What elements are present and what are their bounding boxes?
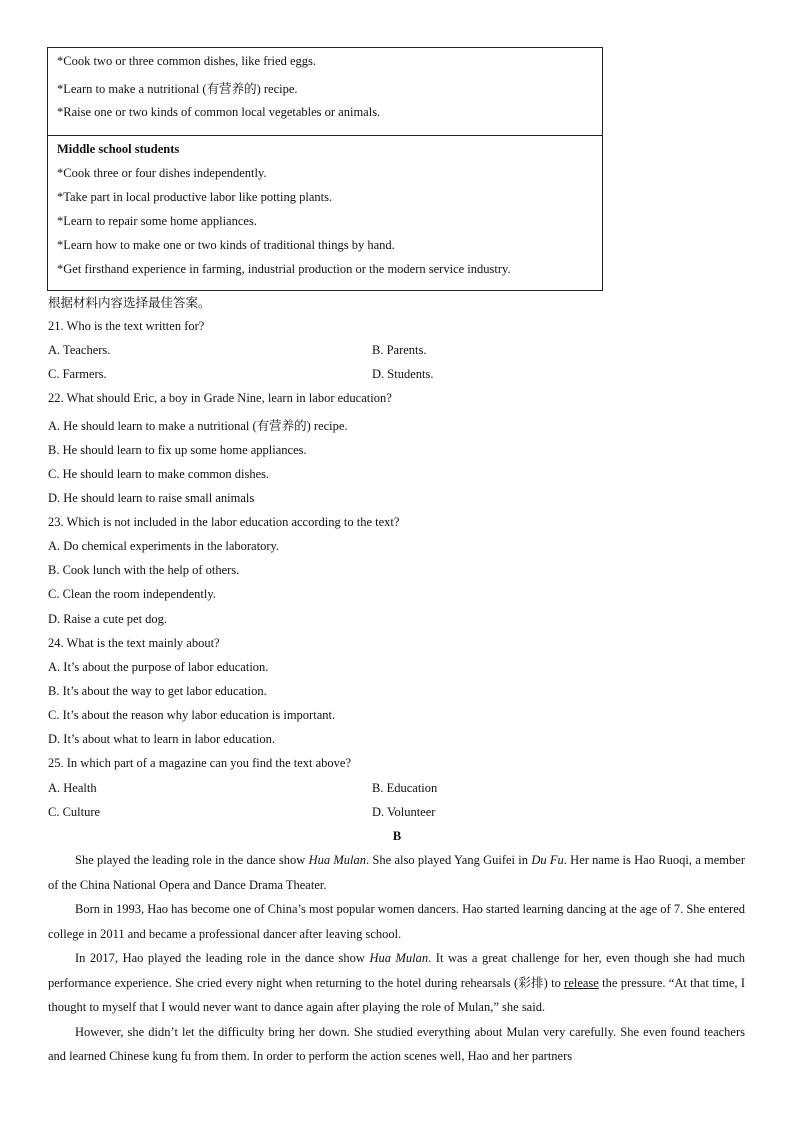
q24-option-a: A. It’s about the purpose of labor education. <box>48 660 269 674</box>
q21-option-d: D. Students. <box>372 367 434 381</box>
q23-option-b: B. Cook lunch with the help of others. <box>48 563 240 577</box>
box2-line-5: *Get firsthand experience in farming, industrial production or the modern service industry. <box>57 262 511 276</box>
box2-line-3: *Learn to repair some home appliances. <box>57 214 257 228</box>
q23-stem: 23. Which is not included in the labor education according to the text? <box>48 515 400 529</box>
p1-text-1: She played the leading role in the dance show <box>75 853 309 867</box>
q22-stem: 22. What should Eric, a boy in Grade Nine, learn in labor education? <box>48 391 392 405</box>
q25-option-b: B. Education <box>372 781 438 795</box>
q21-option-c: C. Farmers. <box>48 367 107 381</box>
box2-line-1: *Cook three or four dishes independently. <box>57 166 267 180</box>
q24-stem: 24. What is the text mainly about? <box>48 636 220 650</box>
paragraph-4: However, she didn’t let the difficulty bring her down. She studied everything about Mulan very carefully. She even found teachers and learned Chinese kung fu from them. In order to perform the action scenes well, Hao and her partners <box>48 1024 745 1063</box>
p1-text-2: . She also played Yang Guifei in <box>366 853 532 867</box>
p3-show-title: Hua Mulan <box>369 951 429 965</box>
paragraph-1 <box>48 848 745 897</box>
q25-option-a: A. Health <box>48 781 97 795</box>
q25-stem: 25. In which part of a magazine can you find the text above? <box>48 756 352 770</box>
q22-option-a: A. He should learn to make a nutritional (有营养的) recipe. <box>48 419 348 433</box>
q22-option-b: B. He should learn to fix up some home appliances. <box>48 443 307 457</box>
q25-option-d: D. Volunteer <box>372 805 436 819</box>
q24-option-d: D. It’s about what to learn in labor education. <box>48 732 276 746</box>
q22-option-d: D. He should learn to raise small animals <box>48 491 255 505</box>
q24-option-b: B. It’s about the way to get labor education. <box>48 684 267 698</box>
box1-line-1: *Cook two or three common dishes, like fried eggs. <box>57 54 316 68</box>
requirements-box-primary <box>47 47 603 136</box>
q23-option-a: A. Do chemical experiments in the laboratory. <box>48 539 280 553</box>
paragraph-3 <box>48 946 745 1020</box>
underlined-word: release <box>564 975 599 990</box>
q25-option-c: C. Culture <box>48 805 101 819</box>
p3-text-3: the pressure. “At that time, I thought to myself that I would never want to dance again after playing the role of Mulan,” she said. <box>48 975 745 1014</box>
q23-option-c: C. Clean the room independently. <box>48 587 216 601</box>
box2-line-4: *Learn how to make one or two kinds of traditional things by hand. <box>57 238 395 252</box>
requirements-box-middle-school <box>47 135 603 291</box>
section-b-heading: B <box>392 829 402 843</box>
q21-option-b: B. Parents. <box>372 343 427 357</box>
q21-option-a: A. Teachers. <box>48 343 111 357</box>
box1-line-2: *Learn to make a nutritional (有营养的) recipe. <box>57 82 298 96</box>
q24-option-c: C. It’s about the reason why labor education is important. <box>48 708 336 722</box>
instruction: 根据材料内容选择最佳答案。 <box>48 296 211 310</box>
p3-text-1: In 2017, Hao played the leading role in the dance show <box>75 951 370 965</box>
box2-line-2: *Take part in local productive labor like potting plants. <box>57 190 333 204</box>
paragraph-2: Born in 1993, Hao has become one of China’s most popular women dancers. Hao started learning dancing at the age of 7. She entered college in 2011 and became a professional dancer after leaving school. <box>48 902 745 941</box>
p1-text-3: . Her name is Hao Ruoqi, a member of the China National Opera and Dance Drama Theater. <box>48 853 745 892</box>
q21-stem: 21. Who is the text written for? <box>48 319 205 333</box>
passage-b <box>48 848 745 1069</box>
box1-line-3: *Raise one or two kinds of common local vegetables or animals. <box>57 105 381 119</box>
q22-option-c: C. He should learn to make common dishes. <box>48 467 270 481</box>
p1-show-title-1: Hua Mulan <box>308 853 367 867</box>
q23-option-d: D. Raise a cute pet dog. <box>48 612 168 626</box>
p3-text-2: . It was a great challenge for her, even though she had much performance experience. She cried every night when returning to the hotel during rehearsals (彩排) to <box>48 951 745 990</box>
box2-heading: Middle school students <box>57 142 180 156</box>
p1-show-title-2: Du Fu <box>531 853 564 867</box>
